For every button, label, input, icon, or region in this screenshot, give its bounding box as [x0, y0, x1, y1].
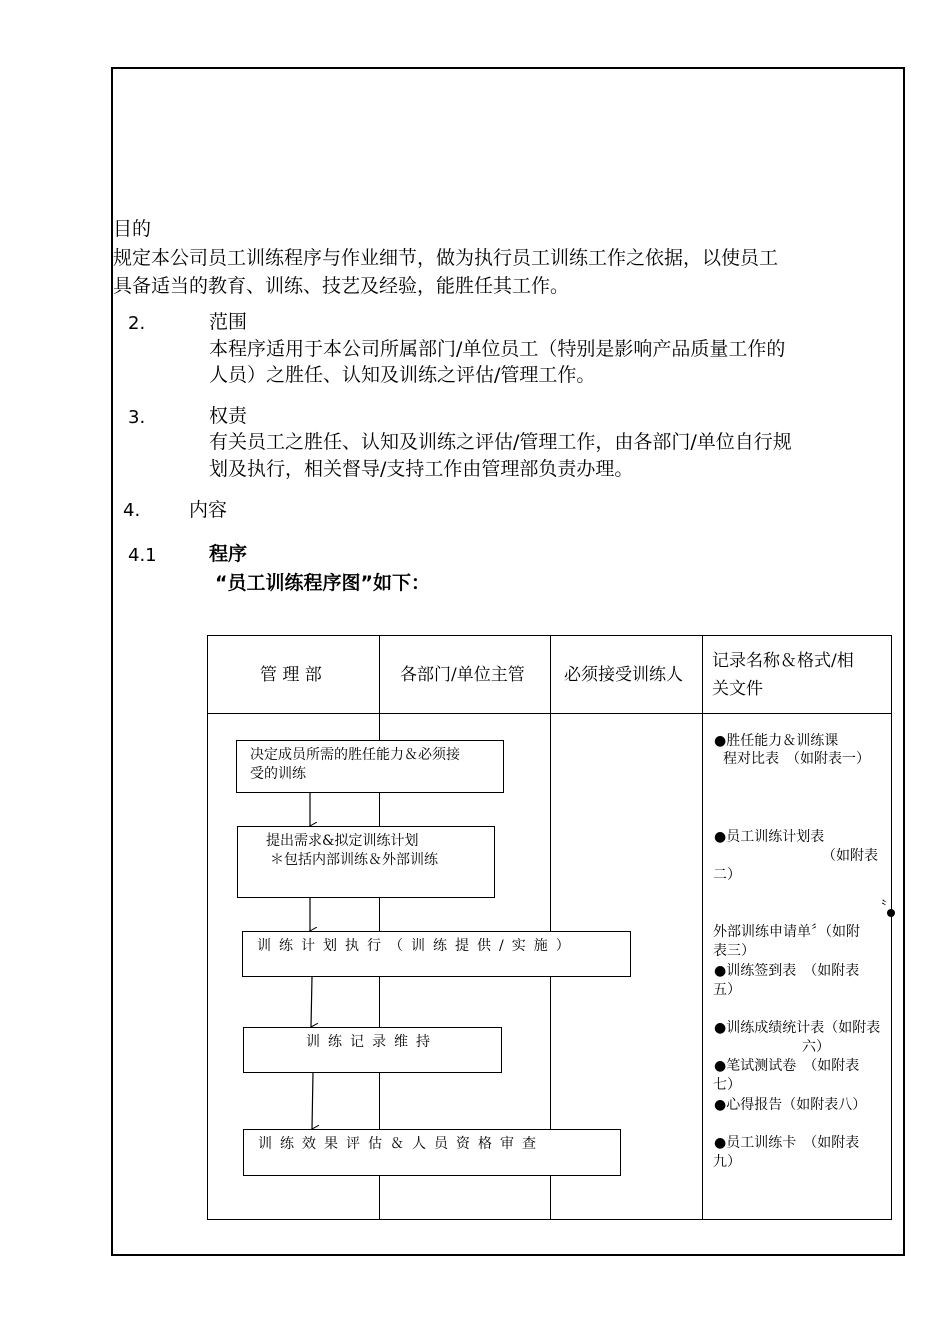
record-training-plan-line3: 二） — [713, 867, 741, 883]
section4-number: 4. — [123, 500, 141, 521]
section41-subtitle: “员工训练程序图”如下： — [215, 572, 430, 594]
arrow-step4-to-step5 — [312, 1072, 313, 1129]
record-external-application-line1: 外部训练申请单〞（如附 — [713, 924, 860, 940]
section2-number: 2. — [128, 313, 146, 334]
record-sign-in-sheet-line2: 五） — [713, 982, 741, 998]
record-score-statistics-line2: 六） — [802, 1039, 830, 1055]
section2-body-line2: 人员）之胜任、认知及训练之评估/管理工作。 — [209, 364, 596, 386]
step-evaluate-effectiveness: 训练效果评估＆人员资格审查 — [243, 1129, 621, 1176]
bullet-dot — [887, 909, 895, 917]
step-propose-training-plan — [237, 826, 495, 898]
step-determine-competency — [236, 740, 504, 793]
section2-title: 范围 — [209, 311, 248, 333]
step2-line2: ＊包括内部训练＆外部训练 — [270, 852, 438, 868]
step1-line1: 决定成员所需的胜任能力＆必须接 — [250, 747, 460, 763]
record-training-plan-line2: （如附表 — [822, 848, 878, 864]
step1-line2: 受的训练 — [250, 766, 306, 782]
record-training-card-line1: ●员工训练卡 （如附表 — [714, 1135, 860, 1151]
header-records-line2: 关文件 — [712, 679, 763, 699]
record-written-test-line1: ●笔试测试卷 （如附表 — [714, 1058, 860, 1074]
step-maintain-records: 训练记录维持 — [243, 1027, 502, 1073]
record-written-test-line2: 七） — [713, 1077, 741, 1093]
step-execute-training: 训练计划执行（训练提供/实施） — [242, 931, 631, 977]
record-external-quote: 〝 — [873, 900, 887, 916]
section41-title: 程序 — [209, 543, 248, 565]
header-records-line1: 记录名称＆格式/相 — [712, 651, 854, 671]
record-training-card-line2: 九） — [713, 1154, 741, 1170]
section3-title: 权责 — [209, 405, 248, 427]
record-reflection-report: ●心得报告（如附表八） — [714, 1097, 867, 1113]
header-management: 管 理 部 — [260, 665, 322, 685]
record-external-application-line2: 表三） — [713, 943, 755, 959]
record-competency-matrix-line2: 程对比表 （如附表一） — [723, 751, 870, 767]
record-training-plan-line1: ●员工训练计划表 — [714, 829, 825, 845]
section41-number: 4.1 — [128, 545, 157, 566]
record-competency-matrix-line1: ●胜任能力＆训练课 — [714, 733, 839, 749]
section1-body-line1: 规定本公司员工训练程序与作业细节，做为执行员工训练工作之依据，以使员工 — [113, 247, 779, 269]
step2-line1: 提出需求&拟定训练计划 — [266, 833, 419, 849]
section4-title: 内容 — [189, 499, 228, 521]
record-score-statistics-line1: ●训练成绩统计表（如附表 — [714, 1020, 881, 1036]
section3-number: 3. — [128, 407, 146, 428]
arrow-step3-to-step4 — [311, 977, 312, 1027]
section1-title: 目的 — [113, 218, 152, 240]
section3-body-line2: 划及执行，相关督导/支持工作由管理部负责办理。 — [209, 458, 634, 480]
section3-body-line1: 有关员工之胜任、认知及训练之评估/管理工作，由各部门/单位自行规 — [209, 431, 792, 453]
section2-body-line1: 本程序适用于本公司所属部门/单位员工（特别是影响产品质量工作的 — [209, 338, 786, 360]
header-department-supervisor: 各部门/单位主管 — [400, 665, 525, 685]
section1-body-line2: 具备适当的教育、训练、技艺及经验，能胜任其工作。 — [113, 275, 570, 297]
record-sign-in-sheet-line1: ●训练签到表 （如附表 — [714, 963, 860, 979]
header-trainee: 必须接受训练人 — [564, 665, 683, 685]
